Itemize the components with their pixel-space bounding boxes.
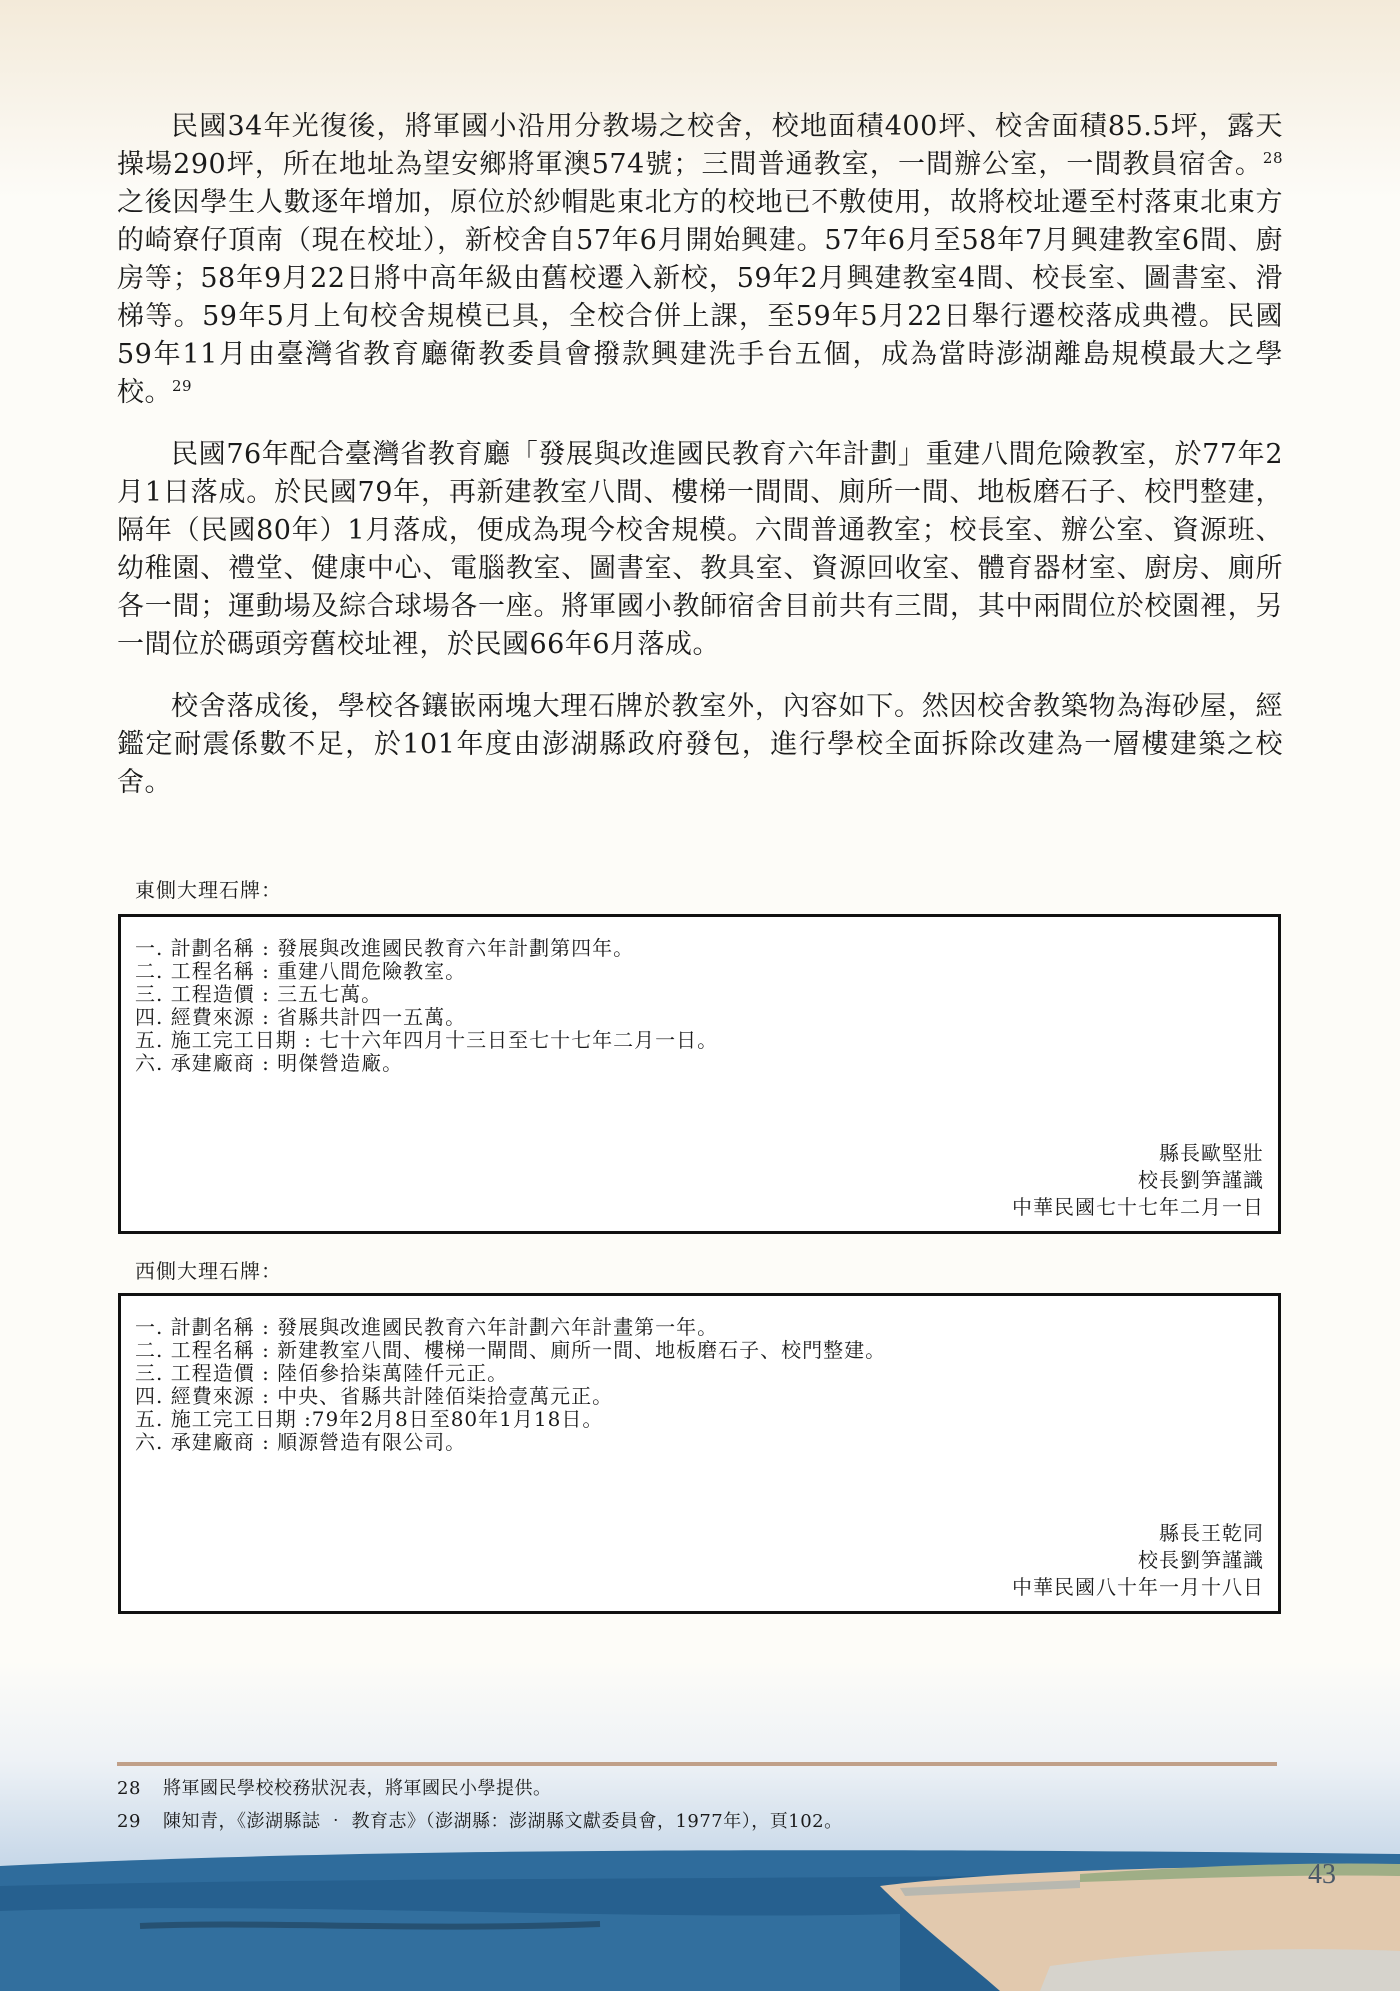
footnote-29 <box>117 1805 843 1838</box>
tablet-line: 三. 工程造價 : 陸佰參拾柒萬陸仟元正。 <box>135 1361 509 1385</box>
east-tablet-lines <box>135 937 718 1075</box>
coastline-photo <box>0 1826 1400 1991</box>
paragraph-1-part-1: 民國34年光復後，將軍國小沿用分教場之校舍，校地面積400坪、校舍面積85.5坪，露天操場290坪，所在地址為望安鄉將軍澳574號；三間普通教室，一間辦公室，一間教員宿舍。 <box>117 111 1283 180</box>
tablet-line: 四. 經費來源 : 省縣共計四一五萬。 <box>135 1005 467 1029</box>
signature-line: 校長劉笋謹識 <box>1138 1168 1264 1192</box>
tablet-line: 三. 工程造價 : 三五七萬。 <box>135 982 383 1006</box>
signature-line: 校長劉笋謹識 <box>1138 1548 1264 1572</box>
west-tablet-lines <box>135 1316 886 1454</box>
footnote-divider <box>117 1762 1277 1766</box>
signature-line: 縣長歐堅壯 <box>1159 1141 1264 1165</box>
footnote-ref-29[interactable]: 29 <box>172 377 193 395</box>
tablet-line: 六. 承建廠商 : 明傑營造廠。 <box>135 1051 404 1075</box>
paragraph-2: 民國76年配合臺灣省教育廳「發展與改進國民教育六年計劃」重建八間危險教室，於77年2月1日落成。於民國79年，再新建教室八間、樓梯一間間、廁所一間、地板磨石子、校門整建，隔年（民國80年）1月落成，便成為現今校舍規模。六間普通教室；校長室、辦公室、資源班、幼稚園、禮堂、健康中心、電腦教室、圖書室、教具室、資源回收室、體育器材室、廚房、廁所各一間；運動場及綜合球場各一座。將軍國小教師宿舍目前共有三間，其中兩間位於校園裡，另一間位於碼頭旁舊校址裡，於民國66年6月落成。 <box>117 439 1283 660</box>
tablet-line: 一. 計劃名稱 : 發展與改進國民教育六年計劃六年計畫第一年。 <box>135 1315 719 1339</box>
paragraph-1-part-2: 之後因學生人數逐年增加，原位於紗帽匙東北方的校地已不敷使用，故將校址遷至村落東北東方的崎寮仔頂南（現在校址），新校舍自57年6月開始興建。57年6月至58年7月興建教室6間、廚房等；58年9月22日將中高年級由舊校遷入新校，59年2月興建教室4間、校長室、圖書室、滑梯等。59年5月上旬校舍規模已具，全校合併上課，至59年5月22日舉行遷校落成典禮。民國59年11月由臺灣省教育廳衛教委員會撥款興建洗手台五個，成為當時澎湖離島規模最大之學校。 <box>117 187 1283 408</box>
footnote-28 <box>117 1772 843 1805</box>
footnote-number: 28 <box>117 1778 141 1799</box>
tablet-line: 二. 工程名稱 : 新建教室八間、樓梯一閘間、廁所一間、地板磨石子、校門整建。 <box>135 1338 887 1362</box>
tablet-line: 一. 計劃名稱 : 發展與改進國民教育六年計劃第四年。 <box>135 936 635 960</box>
footnote-number: 29 <box>117 1811 141 1832</box>
signature-line: 中華民國八十年一月十八日 <box>1012 1575 1264 1599</box>
page-number: 43 <box>1308 1859 1336 1890</box>
east-tablet-signature <box>1012 1140 1264 1221</box>
footnotes <box>117 1772 843 1838</box>
body-text <box>117 108 1283 826</box>
signature-line: 縣長王乾同 <box>1159 1521 1264 1545</box>
paragraph-3: 校舍落成後，學校各鑲嵌兩塊大理石牌於教室外，內容如下。然因校舍教築物為海砂屋，經鑑定耐震係數不足，於101年度由澎湖縣政府發包，進行學校全面拆除改建為一層樓建築之校舍。 <box>117 691 1283 798</box>
tablet-line: 二. 工程名稱 : 重建八間危險教室。 <box>135 959 467 983</box>
tablet-line: 五. 施工完工日期 : 七十六年四月十三日至七十七年二月一日。 <box>135 1028 719 1052</box>
footnote-text: 將軍國民學校校務狀況表，將軍國民小學提供。 <box>163 1778 552 1799</box>
west-tablet-box <box>118 1293 1281 1614</box>
east-tablet-box <box>118 914 1281 1234</box>
west-tablet-label: 西側大理石牌： <box>135 1259 282 1283</box>
tablet-line: 六. 承建廠商 : 順源營造有限公司。 <box>135 1430 467 1454</box>
footnote-text: 陳知青，《澎湖縣誌 ‧ 教育志》（澎湖縣：澎湖縣文獻委員會，1977年），頁102。 <box>163 1811 843 1832</box>
tablet-line: 四. 經費來源 : 中央、省縣共計陸佰柒拾壹萬元正。 <box>135 1384 614 1408</box>
footnote-ref-28[interactable]: 28 <box>1262 149 1283 167</box>
signature-line: 中華民國七十七年二月一日 <box>1012 1195 1264 1219</box>
tablet-line: 五. 施工完工日期 :79年2月8日至80年1月18日。 <box>135 1407 604 1431</box>
paragraph-1 <box>117 108 1283 412</box>
west-tablet-signature <box>1012 1520 1264 1601</box>
east-tablet-label: 東側大理石牌： <box>135 878 282 902</box>
